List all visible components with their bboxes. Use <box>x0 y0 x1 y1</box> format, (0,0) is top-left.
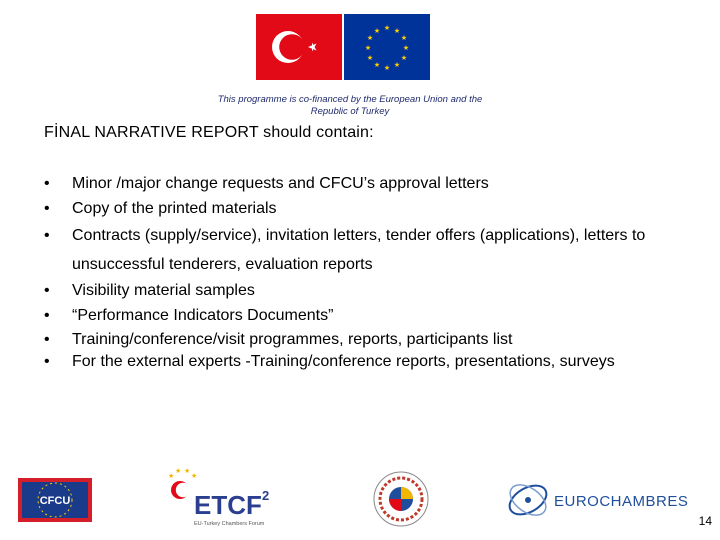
cfcu-logo <box>18 478 92 522</box>
etcf-logo <box>160 466 290 530</box>
cofinance-line-1: This programme is co-financed by the European Union and the <box>217 94 483 105</box>
svg-text:★: ★ <box>383 64 391 72</box>
svg-text:★: ★ <box>168 472 175 480</box>
bullet-icon: • <box>44 282 50 299</box>
bullet-icon: • <box>44 306 50 324</box>
svg-text:★: ★ <box>400 34 408 42</box>
slide-heading: FİNAL NARRATIVE REPORT should contain: <box>44 124 374 141</box>
bullet-icon: • <box>44 175 50 192</box>
cofinance-line-2: Republic of Turkey <box>310 106 390 117</box>
list-item-text: “Performance Indicators Documents” <box>72 306 334 324</box>
svg-text:CFCU: CFCU <box>39 495 71 507</box>
list-item-text: Minor /major change requests and CFCU’s approval letters <box>72 175 489 192</box>
list-item-text: Copy of the printed materials <box>72 199 277 217</box>
bullet-icon: • <box>44 199 50 217</box>
list-item <box>44 221 694 279</box>
list-item <box>44 353 694 371</box>
svg-text:EUROCHAMBRES: EUROCHAMBRES <box>554 493 689 510</box>
eu-flag-icon <box>344 14 430 80</box>
list-item <box>44 279 694 304</box>
list-item <box>44 172 694 197</box>
svg-text:★: ★ <box>366 34 374 42</box>
svg-text:2: 2 <box>262 488 270 503</box>
svg-text:★: ★ <box>184 467 191 475</box>
list-item <box>44 304 694 329</box>
list-item-text: For the external experts -Training/conference reports, presentations, surveys <box>72 352 615 370</box>
svg-text:★: ★ <box>373 27 381 35</box>
flag-banner <box>256 14 430 80</box>
chamber-seal-logo <box>372 470 430 528</box>
svg-text:★: ★ <box>393 27 401 35</box>
svg-text:★: ★ <box>175 467 182 475</box>
svg-text:★: ★ <box>366 54 374 62</box>
bullet-icon: • <box>44 331 50 348</box>
requirements-list <box>44 172 694 371</box>
list-item-text: Visibility material samples <box>72 282 255 299</box>
svg-text:★: ★ <box>191 472 198 480</box>
list-item-text: Contracts (supply/service), invitation letters, tender offers (applications), letters to unsuccessful tenderers, evaluation reports <box>72 227 646 273</box>
list-item-text: Training/conference/visit programmes, reports, participants list <box>72 331 513 348</box>
page-number: 14 <box>698 514 712 528</box>
turkey-flag-icon <box>256 14 342 80</box>
svg-text:EU-Turkey Chambers Forum: EU-Turkey Chambers Forum <box>194 521 265 527</box>
bullet-icon: • <box>44 227 50 244</box>
svg-text:★: ★ <box>400 54 408 62</box>
svg-text:★: ★ <box>373 61 381 69</box>
bullet-icon: • <box>44 352 50 370</box>
svg-text:★: ★ <box>402 44 410 52</box>
cofinance-notice <box>190 94 510 118</box>
list-item <box>44 328 694 353</box>
svg-text:ETCF: ETCF <box>194 490 262 520</box>
svg-text:★: ★ <box>383 24 391 32</box>
eurochambres-logo <box>504 476 689 524</box>
svg-text:★: ★ <box>364 44 372 52</box>
svg-text:★: ★ <box>393 61 401 69</box>
list-item <box>44 197 694 222</box>
footer-logos <box>0 462 720 534</box>
